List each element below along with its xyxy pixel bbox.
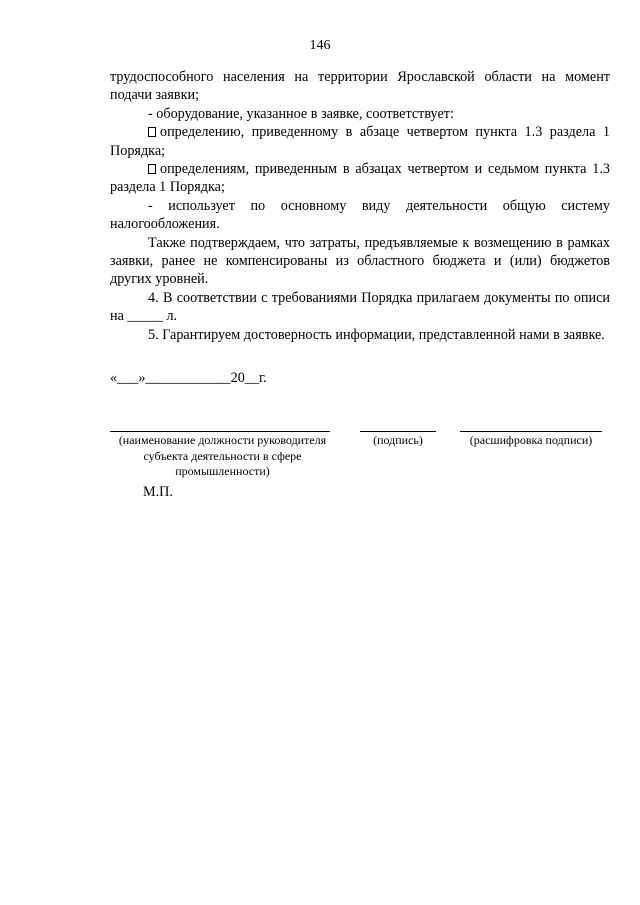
decoding-label: (расшифровка подписи) — [469, 433, 593, 447]
paragraph-population: трудоспособного населения на территории Ярославской области на момент подачи заявки; — [110, 69, 610, 104]
paragraph-definition-multiple — [110, 160, 610, 197]
signature-label: (подпись) — [373, 433, 423, 447]
page-number: 146 — [309, 38, 331, 53]
signature-line — [360, 431, 436, 432]
decoding-signature-line — [460, 431, 602, 432]
document-body — [110, 68, 610, 344]
paragraph-costs: Также подтверждаем, что затраты, предъявляемые к возмещению в рамках заявки, ранее не компенсированы из областного бюджета и (или) бюджетов других уровней. — [110, 234, 610, 288]
paragraph-taxation: - использует по основному виду деятельности общую систему налогообложения. — [110, 197, 610, 233]
position-signature-line — [110, 431, 330, 432]
paragraph-documents: 4. В соответствии с требованиями Порядка прилагаем документы по описи на _____ л. — [110, 289, 610, 325]
paragraph-equipment: - оборудование, указанное в заявке, соответствует: — [148, 105, 454, 122]
position-label: (наименование должности руководителя субъекта деятельности в сфере промышленности) — [118, 433, 327, 478]
stamp-label: М.П. — [143, 484, 173, 500]
checkbox-icon — [148, 164, 156, 174]
definition-single-text: определению, приведенному в абзаце четвертом пункта 1.3 раздела 1 Порядка; — [110, 124, 610, 159]
paragraph-definition-single — [110, 123, 610, 160]
definition-multiple-text: определениям, приведенным в абзацах четвертом и седьмом пункта 1.3 раздела 1 Порядка; — [110, 161, 610, 196]
checkbox-icon — [148, 127, 156, 137]
date-line: «___»____________20__г. — [110, 370, 267, 386]
paragraph-guarantee: 5. Гарантируем достоверность информации, представленной нами в заявке. — [148, 326, 605, 343]
